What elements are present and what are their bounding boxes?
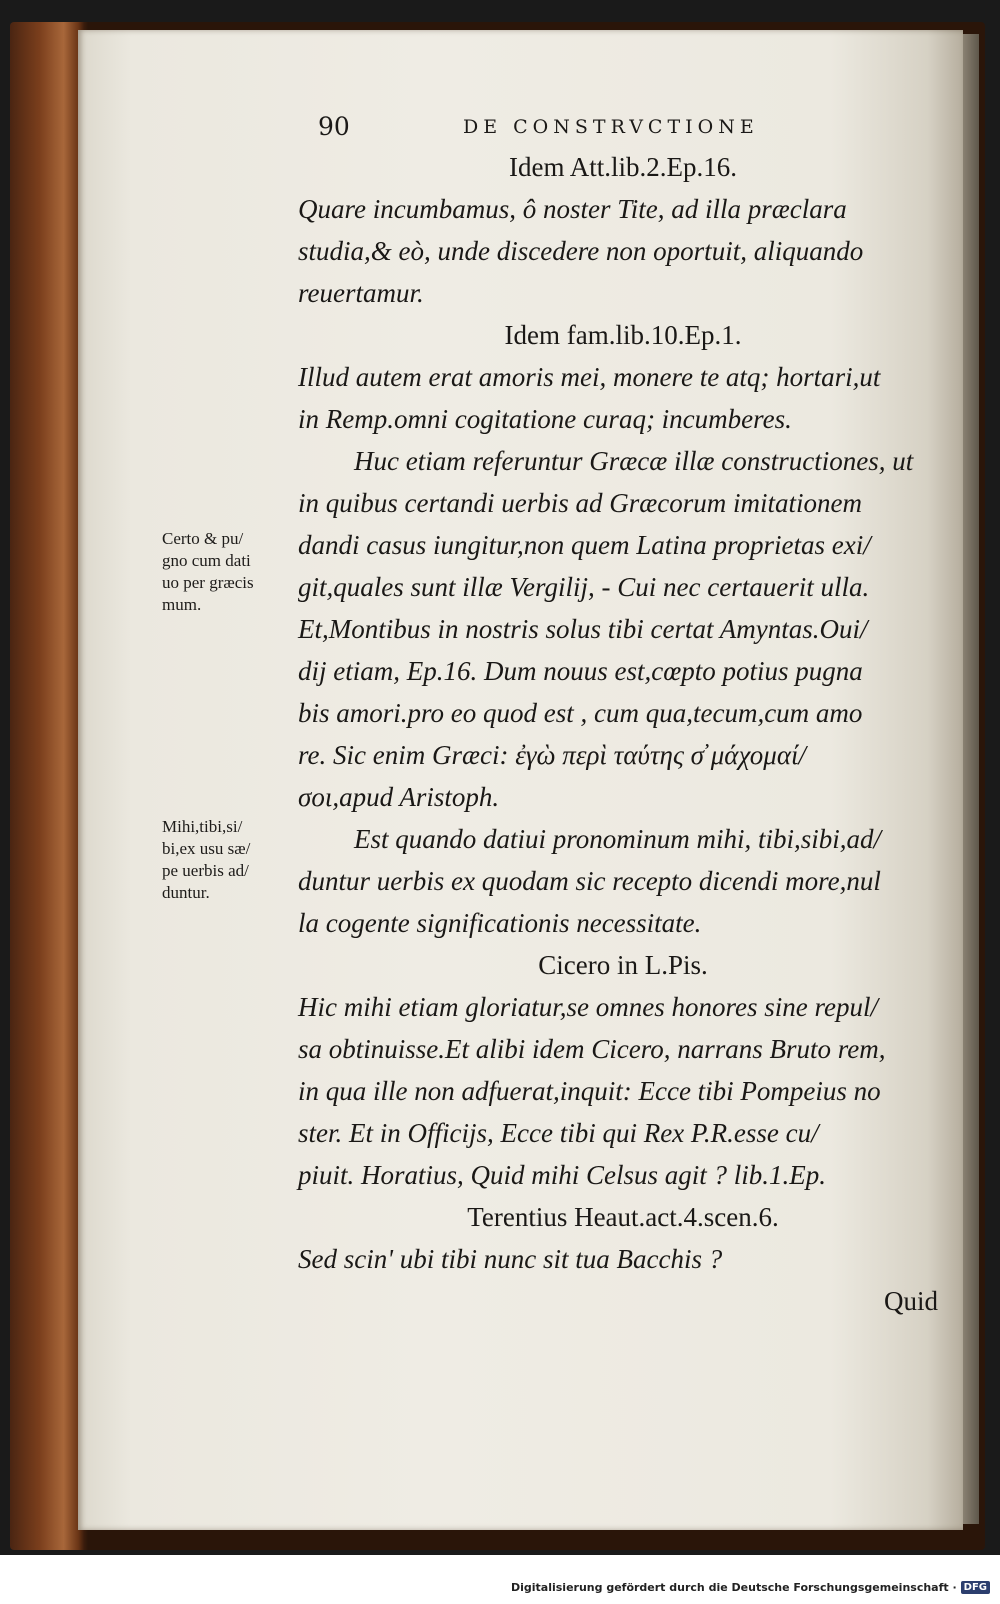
running-head: DE CONSTRVCTIONE [463, 116, 759, 138]
text-line: Quare incumbamus, ô noster Tite, ad illa præclara [298, 194, 847, 224]
marginal-note [162, 816, 312, 904]
text-line: ster. Et in Officijs, Ecce tibi qui Rex P.R.esse cu/ [298, 1118, 819, 1148]
marginal-note-line: Certo & pu/ [162, 529, 244, 548]
marginal-note-line: uo per græcis [162, 573, 254, 592]
text-line: reuertamur. [298, 278, 424, 308]
page-header [318, 112, 828, 146]
text-line-greek: re. Sic enim Græci: ἐγὼ περὶ ταύτης σ̓ μάχομαί/ [298, 740, 806, 770]
text-line: la cogente significationis necessitate. [298, 908, 702, 938]
text-line: git,quales sunt illæ Vergilij, - Cui nec certauerit ulla. [298, 572, 870, 602]
text-line: in Remp.omni cogitatione curaq; incumberes. [298, 404, 792, 434]
text-line: duntur uerbis ex quodam sic recepto dicendi more,nul [298, 866, 881, 896]
citation-heading: Terentius Heaut.act.4.scen.6. [467, 1202, 779, 1232]
marginal-note-line: Mihi,tibi,si/ [162, 817, 243, 836]
text-line: σοι,apud Aristoph. [298, 782, 500, 812]
text-line: sa obtinuisse.Et alibi idem Cicero, narrans Bruto rem, [298, 1034, 886, 1064]
text-line: in qua ille non adfuerat,inquit: Ecce tibi Pompeius no [298, 1076, 881, 1106]
text-line: dij etiam, Ep.16. Dum nouus est,cœpto potius pugna [298, 656, 863, 686]
citation-heading: Cicero in L.Pis. [538, 950, 708, 980]
footer-credit: Digitalisierung gefördert durch die Deutsche Forschungsgemeinschaft · [510, 1580, 957, 1594]
text-line: dandi casus iungitur,non quem Latina proprietas exi/ [298, 530, 871, 560]
citation-heading: Idem Att.lib.2.Ep.16. [509, 152, 737, 182]
text-line: in quibus certandi uerbis ad Græcorum imitationem [298, 488, 862, 518]
marginal-note-line: duntur. [162, 883, 210, 902]
marginal-note-line: mum. [162, 595, 202, 614]
marginal-note-line: gno cum dati [162, 551, 251, 570]
page-fore-edge [963, 34, 979, 1524]
marginal-note-line: pe uerbis ad/ [162, 861, 249, 880]
text-line: Hic mihi etiam gloriatur,se omnes honores sine repul/ [298, 992, 878, 1022]
digitization-footer [511, 1577, 990, 1597]
text-line: studia,& eò, unde discedere non oportuit, aliquando [298, 236, 864, 266]
catchword: Quid [884, 1286, 938, 1316]
text-line: piuit. Horatius, Quid mihi Celsus agit ? lib.1.Ep. [298, 1160, 827, 1190]
text-line: Et,Montibus in nostris solus tibi certat Amyntas.Oui/ [298, 614, 868, 644]
text-line: Est quando datiui pronominum mihi, tibi,sibi,ad/ [354, 824, 882, 854]
text-line: Huc etiam referuntur Græcæ illæ constructiones, ut [354, 446, 914, 476]
marginal-note [162, 528, 312, 616]
text-line: Sed scin' ubi tibi nunc sit tua Bacchis ? [298, 1244, 723, 1274]
citation-heading: Idem fam.lib.10.Ep.1. [504, 320, 742, 350]
text-line: bis amori.pro eo quod est , cum qua,tecum,cum amo [298, 698, 863, 728]
dfg-logo: DFG [961, 1581, 990, 1594]
marginal-note-line: bi,ex usu sæ/ [162, 839, 251, 858]
text-line: Illud autem erat amoris mei, monere te atq; hortari,ut [298, 362, 881, 392]
main-text [298, 146, 948, 1322]
page-number: 90 [318, 112, 350, 141]
